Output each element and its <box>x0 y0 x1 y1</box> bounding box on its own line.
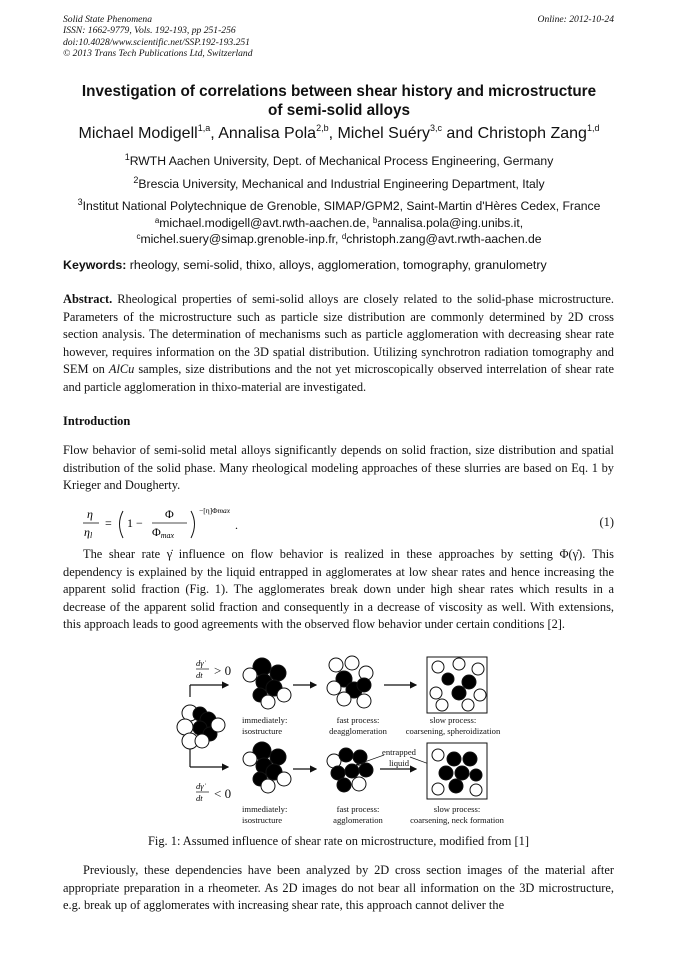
email-link[interactable]: annalisa.pola@ing.unibs.it, <box>377 216 524 230</box>
author-sup: 3,c <box>429 123 442 133</box>
email-sup: a <box>154 216 160 225</box>
affiliation-text: Brescia University, Mechanical and Industrial Engineering Department, Italy <box>138 177 545 191</box>
abstract-text-end: samples, size distributions and the not yet microscopically observed interrelation of shear rate and particle agglomeration in thixo-material are investigated. <box>63 362 614 394</box>
abstract-alloy: AlCu <box>108 362 135 377</box>
author-name: Michel Suéry <box>337 125 430 142</box>
intro-paragraph-1: Flow behavior of semi-solid metal alloys significantly depends on solid fraction, size distribution and spatial distribution of the solid phase. Many rheological modeling approaches of these slurries are based on Eq. 1 by Krieger and Dougherty. <box>63 443 614 493</box>
affiliation-sup: 3 <box>77 197 83 207</box>
author-name: Annalisa Pola <box>218 125 317 142</box>
label-immediate-bottom: immediately: isostructure <box>242 804 288 825</box>
label-fast-top: fast process: deagglomeration <box>329 715 387 736</box>
affiliation-2 <box>40 177 638 191</box>
svg-text:dγ̇: dγ̇ <box>196 781 204 791</box>
author-sup: 1,d <box>586 123 600 133</box>
equation-formula <box>63 505 263 545</box>
abstract <box>63 291 614 397</box>
label-entrapped-liquid: entrapped liquid <box>382 747 416 768</box>
paper-title <box>63 82 615 120</box>
email-line-2 <box>40 232 638 246</box>
svg-text:dγ̇: dγ̇ <box>196 658 204 668</box>
svg-text:ηl: ηl <box>84 525 93 540</box>
affiliation-text: RWTH Aachen University, Dept. of Mechanical Process Engineering, Germany <box>129 154 554 168</box>
svg-text:η: η <box>87 507 93 521</box>
affiliation-text: Institut National Polytechnique de Grenoble, SIMAP/GPM2, Saint-Martin d'Hères Cedex, France <box>82 199 601 213</box>
intro-paragraph-2: The shear rate γ̇ influence on flow behavior is realized in these approaches by setting Φ(γ̇). This dependency is explained by the liquid entrapped in agglomerates at low shear rates and hence increasing the apparent solid fraction (Fig. 1). The agglomerates break down under high shear rates which results in a decrease of the apparent solid fraction and consequently in a decrease of viscosity as well. With extensions, this approach leads to good agreements with the observed flow behavior under certain conditions [2]. <box>63 547 614 632</box>
online-date: Online: 2012-10-24 <box>537 14 614 25</box>
rate-positive: > 0 <box>214 663 232 678</box>
paragraph-previously: Previously, these dependencies have been analyzed by 2D cross section images of the material after appropriate preparation in a rheometer. As 2D images do not bear all information on the 3D microstructure, e.g. break up of agglomerates with increasing shear rate, this approach cannot deliver the <box>63 863 614 913</box>
author-name: Michael Modigell <box>78 125 198 142</box>
email-link[interactable]: michael.modigell@avt.rwth-aachen.de, <box>159 216 373 230</box>
email-link[interactable]: christoph.zang@avt.rwth-aachen.de <box>346 232 542 246</box>
doi-line: doi:10.4028/www.scientific.net/SSP.192-193.251 <box>63 36 250 48</box>
author-sup: 2,b <box>316 123 329 133</box>
svg-text:=: = <box>105 516 112 530</box>
section-heading: Introduction <box>63 414 131 428</box>
journal-header <box>63 14 253 59</box>
email-sup: b <box>372 216 378 225</box>
label-slow-top: slow process: coarsening, spheroidization <box>405 715 501 736</box>
keywords <box>63 258 623 272</box>
author-sup: 1,a <box>197 123 211 133</box>
label-slow-bottom: slow process: coarsening, neck formation <box>410 804 504 825</box>
affiliation-3 <box>40 199 638 213</box>
label-fast-bottom: fast process: agglomeration <box>333 804 383 825</box>
equation-1 <box>63 505 614 545</box>
journal-name: Solid State Phenomena <box>63 14 152 25</box>
author-name: Christoph Zang <box>477 125 587 142</box>
equation-number: (1) <box>599 515 614 529</box>
copyright-line: © 2013 Trans Tech Publications Ltd, Switzerland <box>63 47 253 59</box>
affiliation-sup: 2 <box>133 175 139 185</box>
label-immediate-top: immediately: isostructure <box>242 715 288 736</box>
title-line-1: Investigation of correlations between shear history and microstructure <box>81 83 597 100</box>
email-sup: c <box>136 232 141 241</box>
svg-text:.: . <box>235 518 238 532</box>
svg-text:Φmax: Φmax <box>152 525 175 540</box>
rate-negative: < 0 <box>214 786 232 801</box>
email-line-1 <box>40 216 638 230</box>
svg-text:−[η]Φmax: −[η]Φmax <box>199 506 231 515</box>
author-list: Michael Modigell$^{1,a}$, Annalisa Pola$^{2,b}$, Michel Suéry$^{3,c}$ and Christoph Zang$^{1,d}$ <box>78 123 600 142</box>
email-sup: d <box>341 232 347 241</box>
svg-text:dt: dt <box>196 793 203 803</box>
figure-1 <box>176 655 506 827</box>
issn-line: ISSN: 1662-9779, Vols. 192-193, pp 251-256 <box>63 25 236 37</box>
figure-caption: Fig. 1: Assumed influence of shear rate on microstructure, modified from [1] <box>148 834 529 848</box>
abstract-text: Rheological properties of semi-solid alloys are closely related to the solid-phase microstructure. Parameters of the microstructure such as particle size distribution are commonly determined by 2D cross section analysis. The determination of mechanisms such as particle agglomeration with decreasing shear rate however, requires information on the 3D spatial distribution. Utilizing synchrotron radiation tomography and SEM on <box>63 292 614 377</box>
affiliation-1 <box>40 154 638 168</box>
abstract-label: Abstract. <box>63 292 113 306</box>
title-line-2: of semi-solid alloys <box>268 102 410 119</box>
keywords-label: Keywords: <box>63 258 127 272</box>
affiliation-sup: 1 <box>124 152 130 162</box>
svg-text:1 −: 1 − <box>127 516 143 530</box>
svg-text:dt: dt <box>196 670 203 680</box>
svg-text:Φ: Φ <box>165 507 174 521</box>
keywords-list: rheology, semi-solid, thixo, alloys, agglomeration, tomography, granulometry <box>126 258 547 272</box>
email-link[interactable]: michel.suery@simap.grenoble-inp.fr, <box>140 232 342 246</box>
